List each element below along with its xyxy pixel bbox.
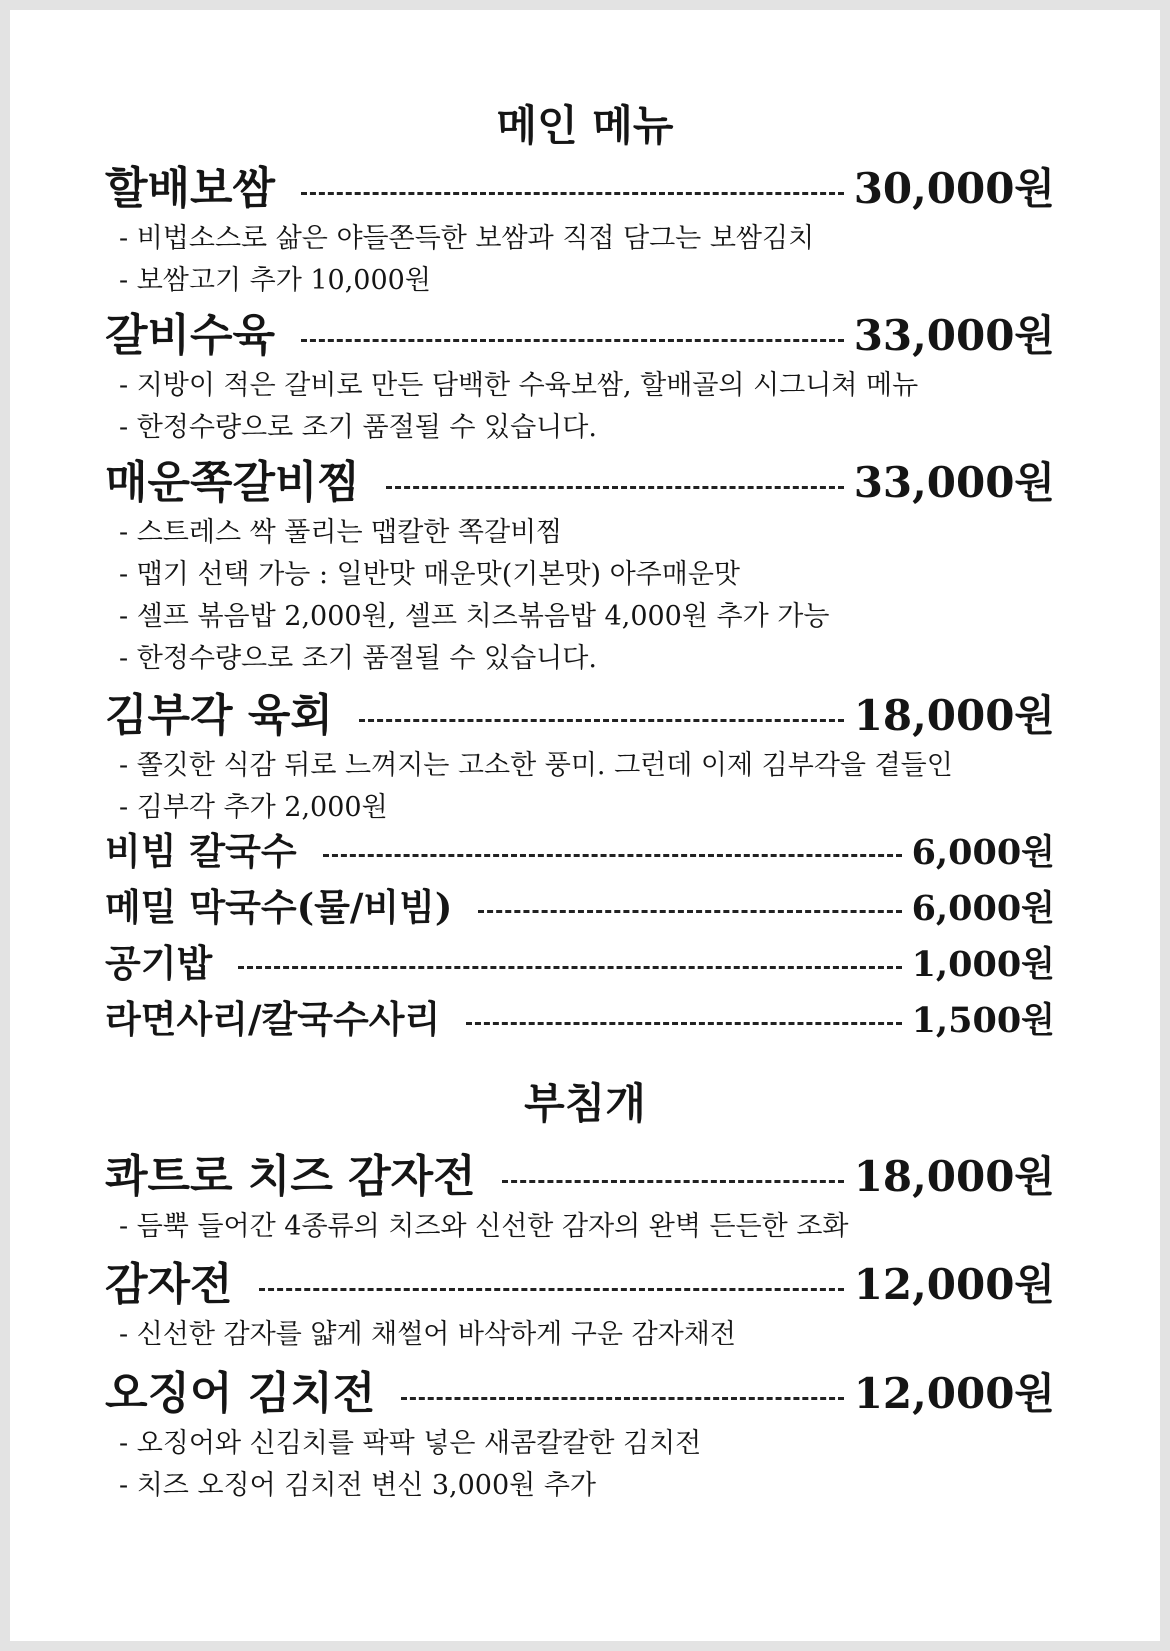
menu-item-description: - 오징어와 신김치를 팍팍 넣은 새콤칼칼한 김치전 [119,1428,702,1459]
menu-item-price: 18,000원 [853,1152,1055,1201]
menu-item-price: 18,000원 [853,691,1055,740]
menu-item-description: - 신선한 감자를 얇게 채썰어 바삭하게 구운 감자채전 [119,1319,736,1350]
menu-item-description: - 셀프 볶음밥 2,000원, 셀프 치즈볶음밥 4,000원 추가 가능 [119,601,830,632]
menu-item-description: - 듬뿍 들어간 4종류의 치즈와 신선한 감자의 완벽 든든한 조화 [119,1211,849,1242]
menu-item-yukhoe [105,690,1055,823]
menu-item-quattro-cheese-gamjajeon [105,1151,1055,1242]
dotted-leader [359,719,844,722]
menu-item-name: 오징어 김치전 [105,1368,376,1419]
menu-item-price: 6,000원 [911,832,1055,873]
menu-item-description: - 보쌈고기 추가 10,000원 [119,265,431,296]
menu-item-name: 할배보쌈 [105,163,276,214]
menu-item-description: - 쫄깃한 식감 뒤로 느껴지는 고소한 풍미. 그런데 이제 김부각을 곁들인 [119,750,953,781]
menu-item-bossam [105,163,1055,296]
menu-item-galbi-suyuk [105,310,1055,443]
menu-item-noodle-extra [105,997,1055,1041]
menu-item-price: 6,000원 [911,888,1055,929]
menu-item-price: 33,000원 [853,311,1055,360]
menu-item-spicy-ribs [105,457,1055,674]
menu-item-rice [105,941,1055,985]
menu-item-description: - 한정수량으로 조기 품절될 수 있습니다. [119,412,597,443]
dotted-leader [238,966,901,969]
menu-item-gamjajeon [105,1259,1055,1350]
menu-item-name: 메밀 막국수(물/비빔) [105,885,453,929]
section-title-pancakes: 부침개 [524,1079,646,1128]
menu-item-description: - 김부각 추가 2,000원 [119,792,388,823]
dotted-leader [323,854,902,857]
dotted-leader [478,910,901,913]
menu-item-description: - 한정수량으로 조기 품절될 수 있습니다. [119,643,597,674]
menu-item-name: 콰트로 치즈 감자전 [105,1151,476,1202]
menu-item-makguksu [105,885,1055,929]
menu-item-name: 비빔 칼국수 [105,829,297,873]
menu-item-bibim-kalguksu [105,829,1055,873]
menu-item-name: 공기밥 [105,941,213,985]
menu-item-price: 1,000원 [911,944,1055,985]
menu-page [10,10,1160,1641]
menu-item-name: 감자전 [105,1259,233,1310]
dotted-leader [301,192,844,195]
menu-item-name: 라면사리/칼국수사리 [105,997,441,1041]
dotted-leader [401,1397,843,1400]
menu-item-description: - 비법소스로 삶은 야들쫀득한 보쌈과 직접 담그는 보쌈김치 [119,223,815,254]
menu-item-name: 매운쪽갈비찜 [105,457,361,508]
menu-item-description: - 맵기 선택 가능 : 일반맛 매운맛(기본맛) 아주매운맛 [119,559,741,590]
menu-item-price: 12,000원 [853,1260,1055,1309]
section-title-main-menu: 메인 메뉴 [496,101,674,150]
menu-item-description: - 치즈 오징어 김치전 변신 3,000원 추가 [119,1470,596,1501]
menu-item-name: 갈비수육 [105,310,276,361]
menu-item-price: 30,000원 [853,164,1055,213]
dotted-leader [259,1288,844,1291]
dotted-leader [502,1180,844,1183]
menu-item-price: 33,000원 [853,458,1055,507]
menu-item-description: - 스트레스 싹 풀리는 맵칼한 쪽갈비찜 [119,517,563,548]
menu-item-squid-kimchijeon [105,1368,1055,1501]
menu-item-name: 김부각 육회 [105,690,333,741]
menu-item-price: 1,500원 [911,1000,1055,1041]
dotted-leader [386,486,844,489]
dotted-leader [466,1022,901,1025]
menu-item-price: 12,000원 [853,1369,1055,1418]
menu-item-description: - 지방이 적은 갈비로 만든 담백한 수육보쌈, 할배골의 시그니쳐 메뉴 [119,370,919,401]
dotted-leader [301,339,844,342]
